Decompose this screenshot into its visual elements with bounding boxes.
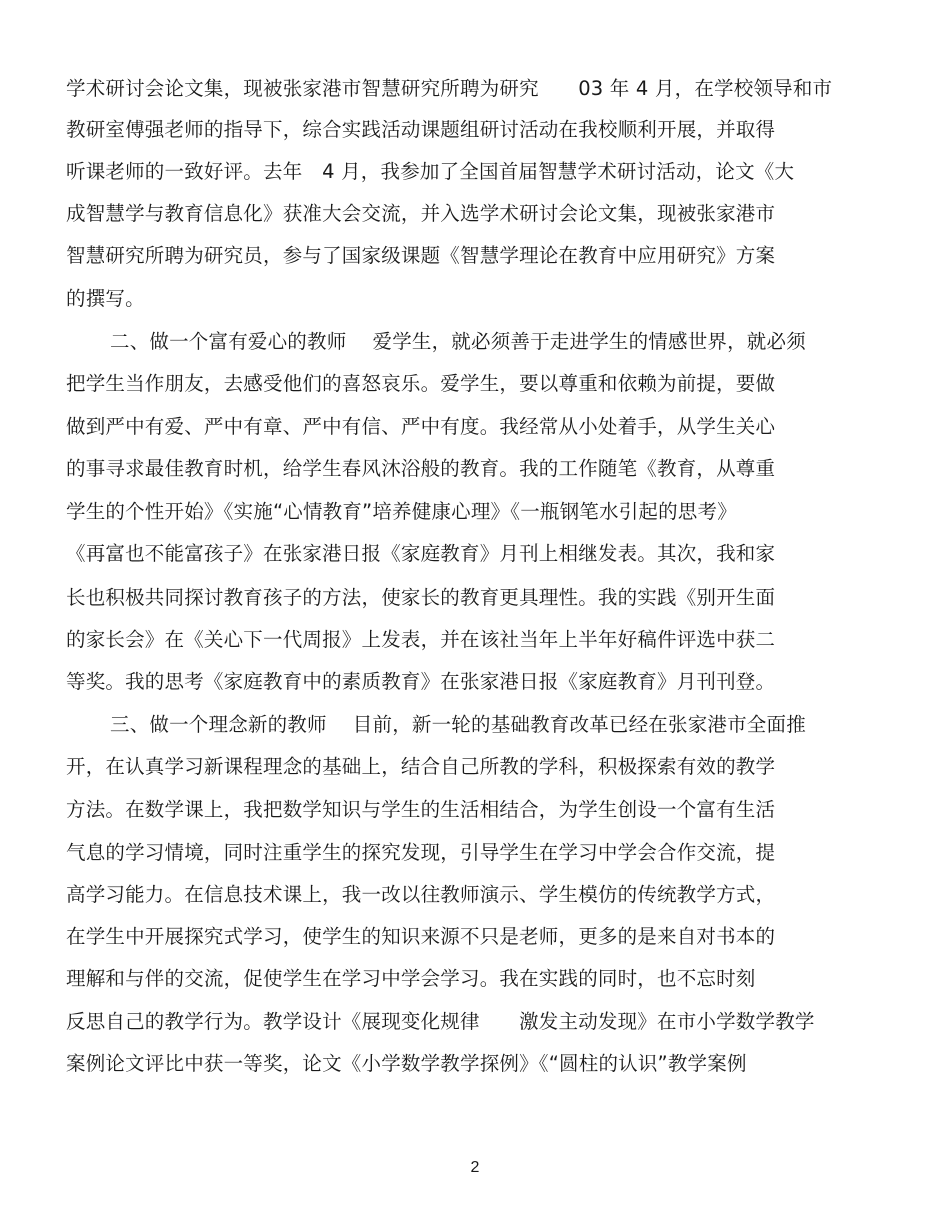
section-three-heading-line: 三、做一个理念新的教师 目前，新一轮的基础教育改革已经在张家港市全面推 <box>110 713 806 736</box>
text-line: 把学生当作朋友，去感受他们的喜怒哀乐。爱学生，要以尊重和依赖为前提，要做 <box>66 372 776 395</box>
text-line: 等奖。我的思考《家庭教育中的素质教育》在张家港日报《家庭教育》月刊刊登。 <box>66 670 776 693</box>
text-line: 的撰写。 <box>66 287 145 310</box>
text-line: 方法。在数学课上，我把数学知识与学生的生活相结合，为学生创设一个富有生活 <box>66 798 776 821</box>
text-line: 长也积极共同探讨教育孩子的方法，使家长的教育更具理性。我的实践《别开生面 <box>66 586 776 609</box>
text-line: 做到严中有爱、严中有章、严中有信、严中有度。我经常从小处着手，从学生关心 <box>66 415 776 438</box>
text-line: 《再富也不能富孩子》在张家港日报《家庭教育》月刊上相继发表。其次，我和家 <box>66 542 776 565</box>
text-line: 的家长会》在《关心下一代周报》上发表，并在该社当年上半年好稿件评选中获二 <box>66 628 776 651</box>
text-line: 在学生中开展探究式学习，使学生的知识来源不只是老师，更多的是来自对书本的 <box>66 925 776 948</box>
section-two-heading-line: 二、做一个富有爱心的教师 爱学生，就必须善于走进学生的情感世界，就必须 <box>110 330 806 353</box>
text-line: 听课老师的一致好评。去年 4 月，我参加了全国首届智慧学术研讨活动，论文《大 <box>66 160 795 183</box>
page-number: 2 <box>470 1159 480 1176</box>
text-line: 气息的学习情境，同时注重学生的探究发现，引导学生在学习中学会合作交流，提 <box>66 841 776 864</box>
text-line: 学生的个性开始》《实施“心情教育”培养健康心理》《一瓶钢笔水引起的思考》 <box>66 500 737 523</box>
text-line: 高学习能力。在信息技术课上，我一改以往教师演示、学生模仿的传统教学方式， <box>66 883 776 906</box>
text-line: 的事寻求最佳教育时机，给学生春风沐浴般的教育。我的工作随笔《教育，从尊重 <box>66 457 776 480</box>
text-line: 理解和与伴的交流，促使学生在学习中学会学习。我在实践的同时，也不忘时刻 <box>66 967 756 990</box>
text-line: 成智慧学与教育信息化》获准大会交流，并入选学术研讨会论文集，现被张家港市 <box>66 202 776 225</box>
text-line: 教研室傅强老师的指导下，综合实践活动课题组研讨活动在我校顺利开展，并取得 <box>66 118 776 141</box>
text-line: 开，在认真学习新课程理念的基础上，结合自己所教的学科，积极探索有效的教学 <box>66 755 776 778</box>
text-line: 案例论文评比中获一等奖，论文《小学数学教学探例》《“圆柱的认识”教学案例 <box>66 1052 747 1075</box>
text-line: 学术研讨会论文集，现被张家港市智慧研究所聘为研究 03 年 4 月，在学校领导和市 <box>66 77 833 100</box>
text-line: 智慧研究所聘为研究员，参与了国家级课题《智慧学理论在教育中应用研究》方案 <box>66 244 776 267</box>
text-line: 反思自己的教学行为。教学设计《展现变化规律 激发主动发现》在市小学数学教学 <box>66 1010 815 1033</box>
